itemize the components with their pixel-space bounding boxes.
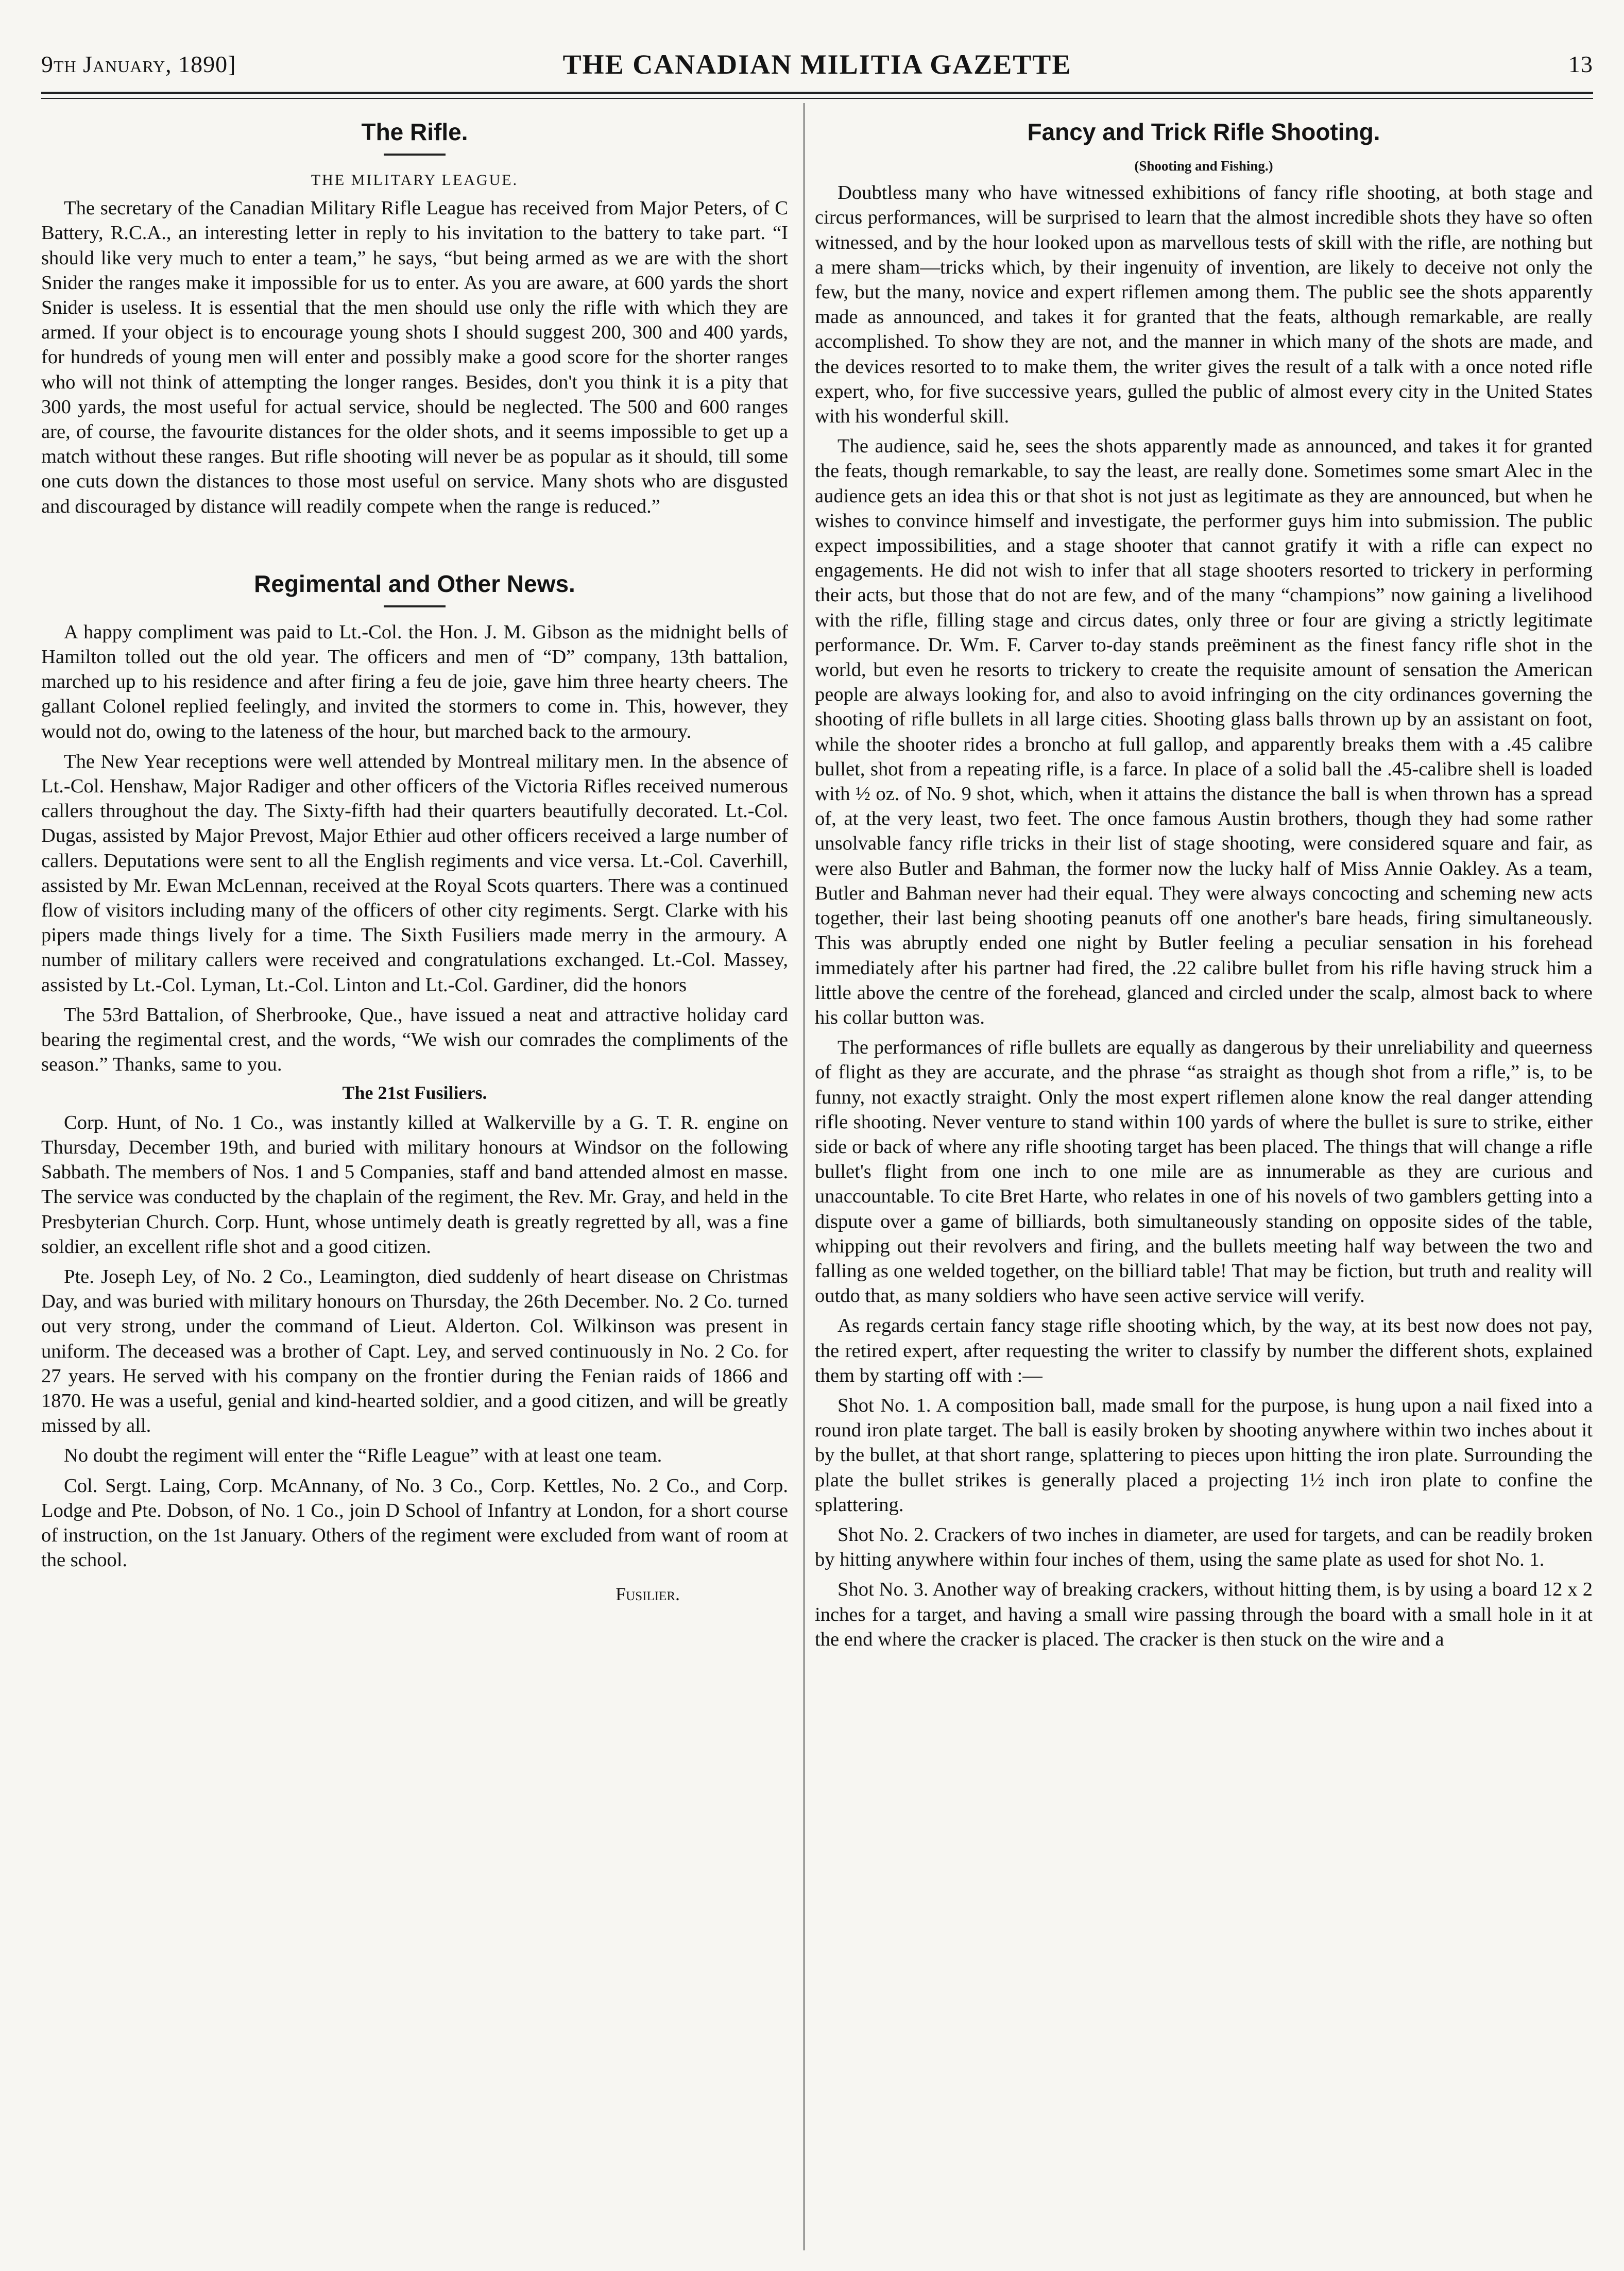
heading-rule xyxy=(384,605,446,607)
fusiliers-paragraph: Pte. Joseph Ley, of No. 2 Co., Leamington, died suddenly of heart disease on Christmas Day, and was buried with military honours on Thursday, the 26th December. No. 2 Co. turned out very strong, under the command of Lieut. Alderton. Col. Wilkinson was present in uniform. The deceased was a brother of Capt. Ley, and served continuously in No. 2 Co. for 27 years. He served with his company on the frontier during the Fenian raids of 1866 and 1870. He was a useful, genial and kind-hearted soldier, and a good citizen, and will be greatly missed by all. xyxy=(41,1265,788,1437)
page-number: 13 xyxy=(1568,51,1593,77)
issue-date: 9th January, 1890] xyxy=(41,51,236,77)
heading-rule xyxy=(384,154,446,156)
masthead-title: THE CANADIAN MILITIA GAZETTE xyxy=(562,49,1072,80)
article-heading-rifle: The Rifle. xyxy=(361,118,468,145)
rifle-paragraph: The secretary of the Canadian Military Rifle League has received from Major Peters, of C Battery, R.C.A., an interesting letter in reply to his invitation to the battery to take part. “I should like very much to enter a team,” he says, “but being armed as we are with the short Snider the ranges make it impossible for us to enter. As you are aware, at 600 yards the short Snider is useless. It is essential that the men should use only the rifle with which they are armed. If your object is to encourage young shots I should suggest 200, 300 and 400 yards, for hundreds of young men will enter and possibly make a good score for the shorter ranges who will not think of attempting the longer ranges. Besides, don't you think it is a pity that 300 yards, the most useful for actual service, should be neglected. The 500 and 600 ranges are, of course, the favourite distances for the older shots, and it seems impossible to get up a match without these ranges. But rifle shooting will never be as popular as it should, till some one cuts down the distances to those most useful on service. Many shots who are disgusted and discouraged by distance will readily compete when the range is reduced.” xyxy=(41,197,788,517)
left-column xyxy=(41,108,788,1607)
subheading-military-league: THE MILITARY LEAGUE. xyxy=(311,172,519,189)
fusiliers-paragraph: Corp. Hunt, of No. 1 Co., was instantly killed at Walkerville by a G. T. R. engine on Thursday, December 19th, and buried with military honours at Windsor on the following Sabbath. The members of Nos. 1 and 5 Companies, staff and band attended almost en masse. The service was conducted by the chaplain of the regiment, the Rev. Mr. Gray, and held in the Presbyterian Church. Corp. Hunt, whose untimely death is greatly regretted by all, was a fine soldier, an excellent rifle shot and a good citizen. xyxy=(41,1111,788,1258)
article-paragraph: Shot No. 2. Crackers of two inches in diameter, are used for targets, and can be readily broken by hitting anywhere within four inches of them, using the same plate as used for shot No. 1. xyxy=(815,1523,1593,1571)
article-paragraph: The audience, said he, sees the shots apparently made as announced, and takes it for granted the feats, though remarkable, to say the least, are really done. Sometimes some smart Alec in the audience gets an idea this or that shot is not just as legitimate as they are announced, but when he wishes to convince himself and investigate, the performer guys him into submission. The public expect impossibilities, and a stage shooter that cannot gratify it with a rifle can expect no engagements. He did not wish to infer that all stage shooters resorted to trickery in performing their acts, but those that do not are few, and of the many “champions” now gaining a livelihood with the rifle, filling stage and circus dates, only three or four are giving a strictly legitimate performance. Dr. Wm. F. Carver to-day stands preëminent as the finest fancy rifle shot in the world, but even he resorts to trickery to create the requisite amount of sensation the American people are always looking for, and also to avoid infringing on the city ordinances governing the shooting of rifle bullets in all large cities. Shooting glass balls thrown up by an assistant on foot, while the shooter rides a broncho at full gallop, and apparently breaks them with a .45 calibre bullet, shot from a repeating rifle, is a farce. In place of a solid ball the .45-calibre shell is loaded with ½ oz. of No. 9 shot, which, when it attains the distance the ball is when thrown has a spread of, at the very least, two feet. The once famous Austin brothers, though they had some rather unsolvable fancy rifle tricks in their list of stage shooting, were considered square and fair, as were also Butler and Bahman, the former now the lucky half of Miss Annie Oakley. As a team, Butler and Bahman never had their equal. They were always concocting and scheming new acts together, their last being shooting peanuts off one another's bare heads, firing simultaneously. This was abruptly ended one night by Butler feeling a peculiar sensation in his forehead immediately after his partner had fired, the .22 calibre bullet from his rifle having struck him a little above the centre of the forehead, glanced and circled under the scalp, almost back to where his collar button was. xyxy=(815,435,1593,1028)
article-paragraph: Shot No. 1. A composition ball, made small for the purpose, is hung upon a nail fixed into a round iron plate target. The ball is easily broken by shooting anywhere within two inches about it by the bullet, at that short range, splattering to pieces upon hitting the iron plate. Surrounding the plate the bullet strikes is generally placed a projecting 1½ inch iron plate to confine the splattering. xyxy=(815,1394,1593,1516)
source-credit: (Shooting and Fishing.) xyxy=(1134,158,1273,174)
article-heading-fancy-rifle: Fancy and Trick Rifle Shooting. xyxy=(1027,118,1380,145)
author-signature: Fusilier. xyxy=(616,1584,680,1605)
news-paragraph: The New Year receptions were well attended by Montreal military men. In the absence of Lt.-Col. Henshaw, Major Radiger and other officers of the Victoria Rifles received numerous callers throughout the day. The Sixty-fifth had their quarters beautifully decorated. Lt.-Col. Dugas, assisted by Major Prevost, Major Ethier aud other officers received a large number of callers. Deputations were sent to all the English regiments and vice versa. Lt.-Col. Caverhill, assisted by Mr. Ewan McLennan, received at the Royal Scots quarters. There was a continued flow of visitors including many of the officers of other city regiments. Sergt. Clarke with his pipers made things lively for a time. The Sixth Fusiliers made merry in the armoury. A number of military callers were received and congratulations exchanged. Lt.-Col. Massey, assisted by Lt.-Col. Lyman, Lt.-Col. Linton and Lt.-Col. Gardiner, did the honors xyxy=(41,750,788,996)
article-paragraph: Shot No. 3. Another way of breaking crackers, without hitting them, is by using a board 12 x 2 inches for a target, and having a small wire passing through the board with a small hole in it at the end where the cracker is placed. The cracker is then stuck on the wire and a xyxy=(815,1579,1593,1650)
right-column xyxy=(815,108,1593,1652)
header-rule-thin xyxy=(41,98,1593,99)
column-divider xyxy=(804,103,805,2250)
article-paragraph: The performances of rifle bullets are equally as dangerous by their unreliability and queerness of flight as they are accurate, and the phrase “as straight as though shot from a rifle,” is, to be funny, not exactly straight. Only the most expert riflemen alone know the real danger attending rifle shooting. Never venture to stand within 100 yards of where the bullet is sure to strike, either side or back of where any rifle shooting target has been placed. The things that will change a rifle bullet's flight from one inch to one mile are as innumerable as they are curious and unaccountable. To cite Bret Harte, who relates in one of his novels of two gamblers getting into a dispute over a game of billiards, both simultaneously standing on opposite sides of the table, whipping out their revolvers and firing, and the bullets meeting half way between the two and falling as one welded together, on the billiard table! That may be fiction, but truth and reality will outdo that, as many soldiers who have seen active service will verify. xyxy=(815,1037,1593,1307)
page-header xyxy=(41,45,1593,87)
news-paragraph: A happy compliment was paid to Lt.-Col. the Hon. J. M. Gibson as the midnight bells of Hamilton tolled out the old year. The officers and men of “D” company, 13th battalion, marched up to his residence and after firing a feu de joie, gave him three hearty cheers. The gallant Colonel replied feelingly, and invited the stormers to come in. This, however, they would not do, owing to the lateness of the hour, but marched back to the armoury. xyxy=(41,621,788,742)
subheading-21st-fusiliers: The 21st Fusiliers. xyxy=(342,1082,487,1103)
article-heading-news: Regimental and Other News. xyxy=(254,570,575,597)
article-paragraph: Doubtless many who have witnessed exhibitions of fancy rifle shooting, at both stage and circus performances, will be surprised to learn that the almost incredible shots they have so often witnessed, and by the hour looked upon as marvellous tests of skill with the rifle, are nothing but a mere sham—tricks which, by their ingenuity of invention, are likely to deceive not only the few, but the many, novice and expert riflemen among them. The public see the shots apparently made as announced, and takes it for granted that the feats, although remarkable, are really accomplished. To show they are not, and the manner in which many of the shots are made, and the devices resorted to to make them, the writer gives the result of a talk with a once noted rifle expert, who, for five successive years, gulled the public of almost every city in the United States with his wonderful skill. xyxy=(815,182,1593,428)
news-paragraph: The 53rd Battalion, of Sherbrooke, Que., have issued a neat and attractive holiday card bearing the regimental crest, and the words, “We wish our comrades the compliments of the season.” Thanks, same to you. xyxy=(41,1004,788,1076)
article-paragraph: As regards certain fancy stage rifle shooting which, by the way, at its best now does not pay, the retired expert, after requesting the writer to classify by number the different shots, explained them by starting off with :— xyxy=(815,1315,1593,1386)
fusiliers-paragraph: No doubt the regiment will enter the “Rifle League” with at least one team. xyxy=(64,1445,662,1467)
header-rule xyxy=(41,92,1593,94)
fusiliers-paragraph: Col. Sergt. Laing, Corp. McAnnany, of No. 3 Co., Corp. Kettles, No. 2 Co., and Corp. Lodge and Pte. Dobson, of No. 1 Co., join D School of Infantry at London, for a short course of instruction, on the 1st January. Others of the regiment were excluded from want of room at the school. xyxy=(41,1475,788,1571)
